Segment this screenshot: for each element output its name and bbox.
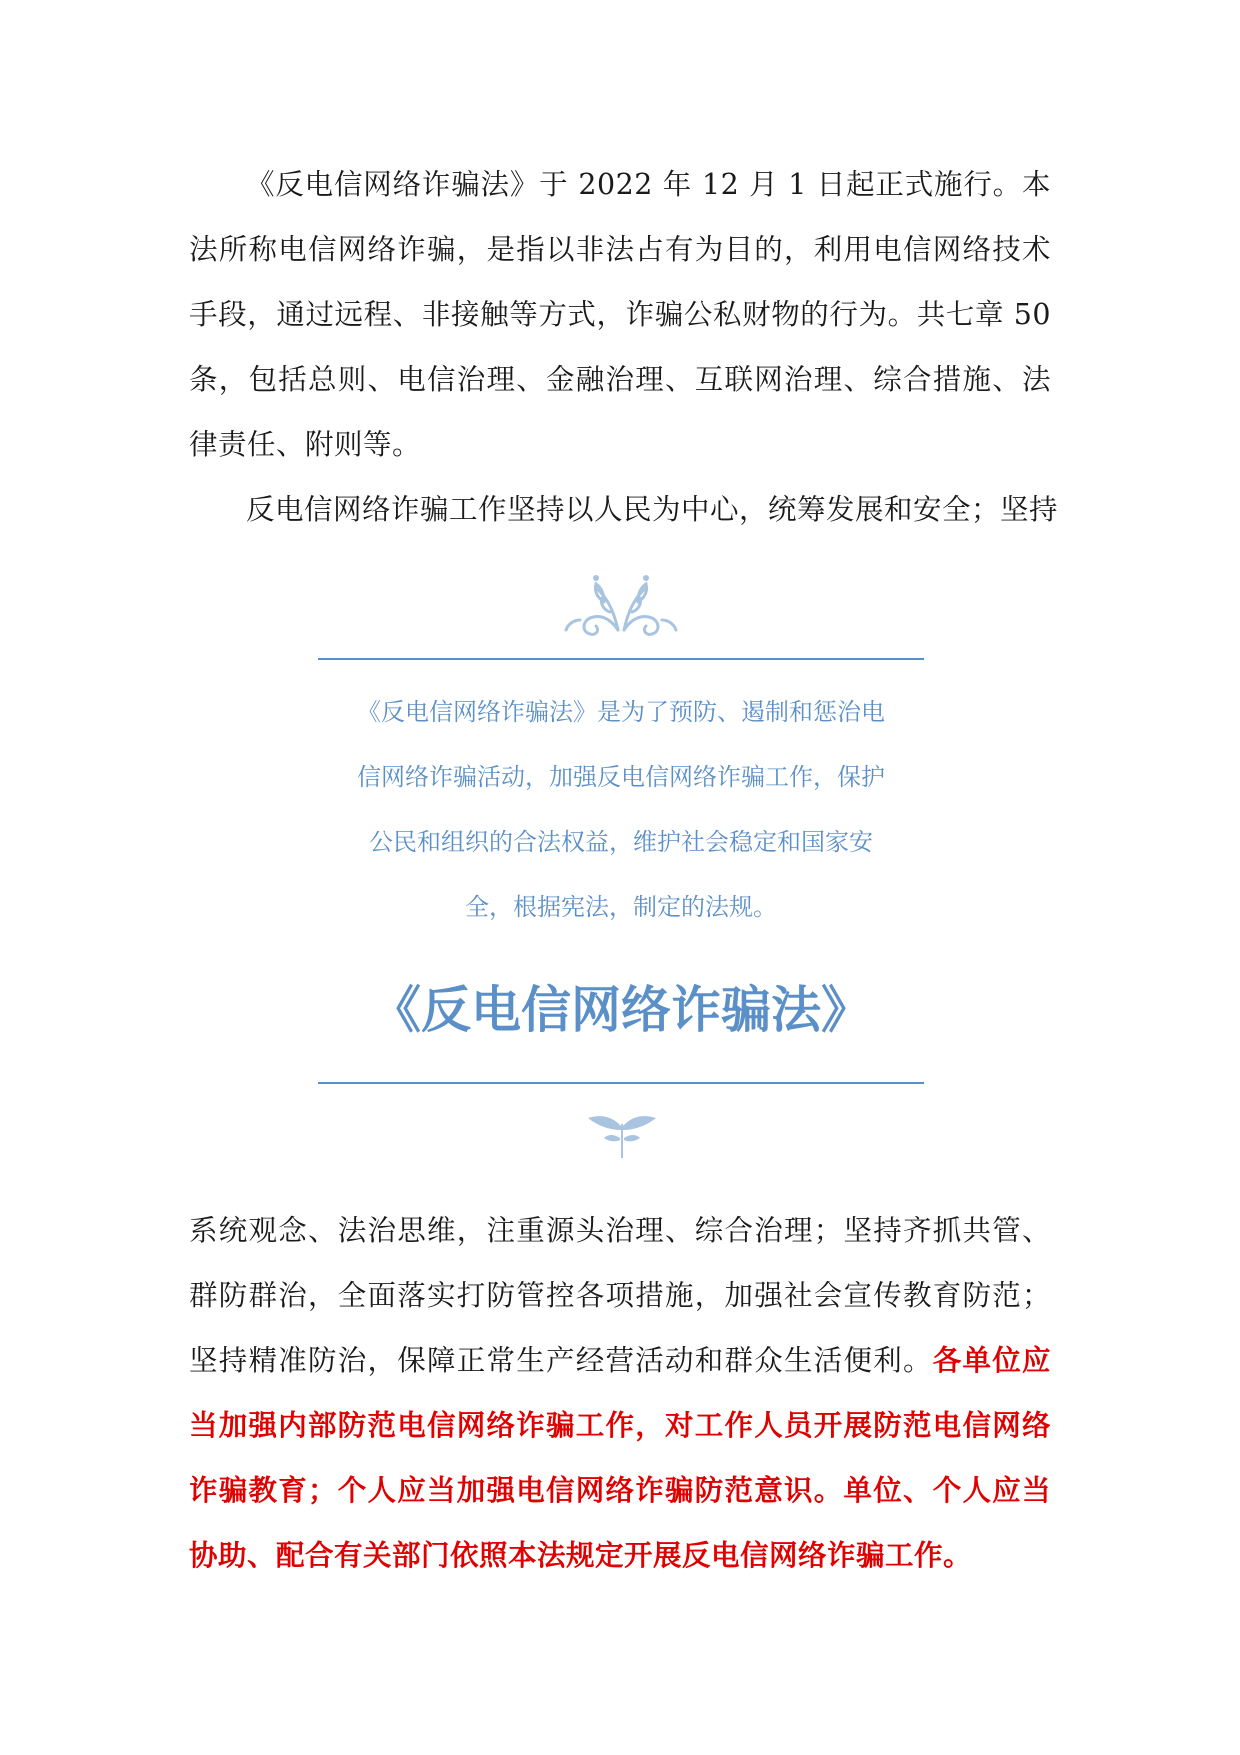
quote-line: 全，根据宪法，制定的法规。 (465, 893, 777, 921)
principles-paragraph-start: 反电信网络诈骗工作坚持以人民为中心，统筹发展和安全；坚持 (246, 493, 1059, 526)
principles-paragraph-continued (189, 1198, 1051, 1588)
law-purpose-quote (330, 680, 912, 940)
highlighted-obligation-text: 各单位应当加强内部防范电信网络诈骗工作，对工作人员开展防范电信网络诈骗教育；个人应当加强电信网络诈骗防范意识。单位、个人应当协助、配合有关部门依照本法规定开展反电信网络诈骗工作。 (189, 1344, 1051, 1572)
quote-line: 《反电信网络诈骗法》是为了预防、遏制和惩治电 (357, 698, 885, 726)
bottom-divider-line (318, 1082, 924, 1084)
principles-text: 系统观念、法治思维，注重源头治理、综合治理；坚持齐抓共管、群防群治，全面落实打防管控各项措施，加强社会宣传教育防范；坚持精准防治，保障正常生产经营活动和群众生活便利。 (189, 1214, 1051, 1377)
law-title: 《反电信网络诈骗法》 (371, 981, 871, 1039)
top-divider-line (318, 658, 924, 660)
leaf-sprig-icon (584, 1108, 658, 1160)
floral-flourish-icon (560, 568, 682, 642)
quote-line: 公民和组织的合法权益，维护社会稳定和国家安 (369, 828, 873, 856)
quote-line: 信网络诈骗活动，加强反电信网络诈骗工作，保护 (357, 763, 885, 791)
intro-paragraph: 《反电信网络诈骗法》于 2022 年 12 月 1 日起正式施行。本法所称电信网络诈骗，是指以非法占有为目的，利用电信网络技术手段，通过远程、非接触等方式，诈骗公私财物的行为。共七章 50 条，包括总则、电信治理、金融治理、互联网治理、综合措施、法律责任、附则等。 (189, 168, 1051, 461)
